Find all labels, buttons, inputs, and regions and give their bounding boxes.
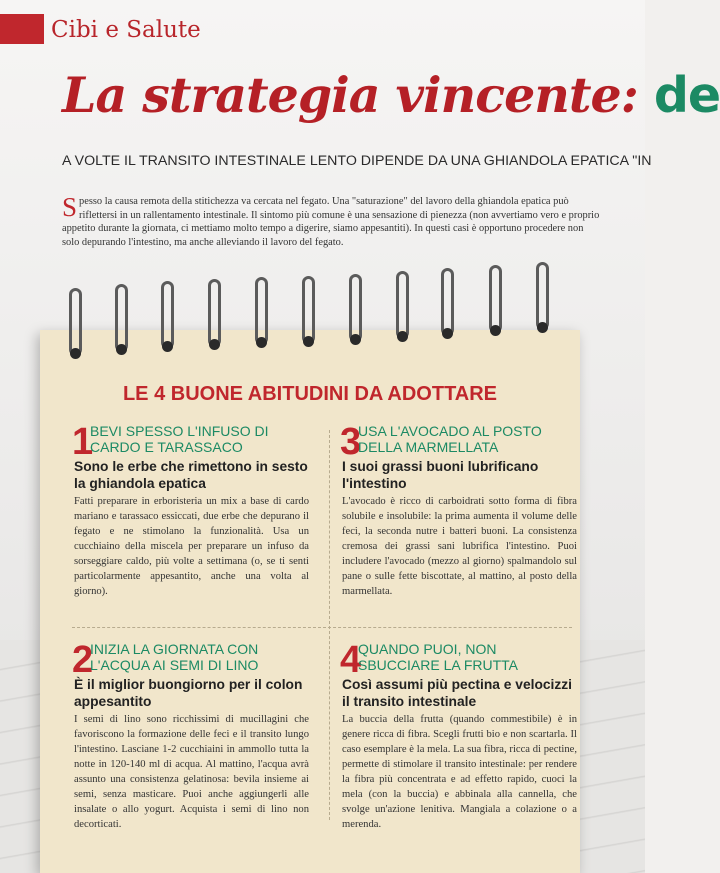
tip-2	[72, 641, 307, 851]
spiral-ring	[115, 284, 128, 352]
tip-title: QUANDO PUOI, NON SBUCCIARE LA FRUTTA	[358, 641, 518, 673]
tip-title: BEVI SPESSO L'INFUSO DI CARDO E TARASSACO	[90, 423, 269, 455]
tip-number: 4	[340, 639, 362, 681]
subheadline: A VOLTE IL TRANSITO INTESTINALE LENTO DIPENDE DA UNA GHIANDOLA EPATICA "IN	[62, 153, 652, 169]
tip-title: USA L'AVOCADO AL POSTO DELLA MARMELLATA	[358, 423, 542, 455]
section-title: Cibi e Salute	[51, 17, 201, 43]
tip-4	[340, 641, 575, 851]
tip-subtitle: È il miglior buongiorno per il colon appesantito	[74, 677, 303, 709]
intro-paragraph	[62, 192, 602, 249]
spiral-ring	[161, 281, 174, 349]
intro-text: pesso la causa remota della stitichezza va cercata nel fegato. Una "saturazione" del lavoro della ghiandola epatica può riflettersi in un rallentamento intestinale. Il sintomo più comune è una sensazione di pienezza (non avvertiamo vero e proprio appetito durante la giornata, ci mettiamo molto tempo a digerire, siamo appesantiti). In questi casi è opportuno procedere non solo depurando l'intestino, ma anche alleviando il lavoro del fegato.	[62, 196, 600, 248]
section-color-tab	[0, 14, 44, 44]
tip-1	[72, 423, 307, 623]
tip-body: La buccia della frutta (quando commestibile) è in genere ricca di fibra. Scegli frutti bio e non scartarla. Il caso esemplare è la mela. La sua fibra, ricca di pectine, permette di stimolare il transito intestinale: per rendere la fibra più concentrata e ad effetto rapido, cuoci la mela (con la buccia) e abbinala alla cannella, che svolge un'azione lenitiva. Mangiala a colazione o a merenda.	[342, 714, 577, 830]
spiral-ring	[396, 271, 409, 339]
headline-main: La strategia vincente:	[62, 66, 638, 124]
spiral-ring	[349, 274, 362, 342]
tip-number: 1	[72, 421, 94, 463]
box-title: LE 4 BUONE ABITUDINI DA ADOTTARE	[122, 383, 498, 405]
tip-body: I semi di lino sono ricchissimi di mucillagini che favoriscono la formazione delle feci e il transito lungo l'intestino. Lasciane 1-2 cucchiaini in ammollo tutta la notte in 120-140 ml di acqua. Al mattino, l'acqua avrà assunto una consistenza gelatinosa: bevila insieme ai semi, senza masticare. Puoi anche aggiungerli alle insalate o allo yogurt. Acquista i semi di lino non decorticati.	[74, 714, 309, 830]
spiral-ring	[441, 268, 454, 336]
tip-number: 2	[72, 639, 94, 681]
spiral-ring	[255, 277, 268, 345]
tip-subtitle: Sono le erbe che rimettono in sesto la ghiandola epatica	[74, 459, 308, 491]
row-divider	[72, 627, 572, 628]
tip-subtitle: I suoi grassi buoni lubrificano l'intestino	[342, 459, 539, 491]
headline	[62, 66, 720, 146]
spiral-ring	[208, 279, 221, 347]
spiral-ring	[302, 276, 315, 344]
tip-number: 3	[340, 421, 362, 463]
drop-cap: S	[62, 192, 78, 222]
tip-title: INIZIA LA GIORNATA CON L'ACQUA AI SEMI DI LINO	[90, 641, 259, 673]
tip-body: L'avocado è ricco di carboidrati sotto forma di fibra solubile e insolubile: la prima aumenta il volume delle feci, la seconda nutre i batteri buoni. La consistenza cremosa dei grassi sani lubrifica l'intestino. Puoi includere l'avocado (mezzo al giorno) spalmandolo sul pane o sulle fette biscottate, al mattino, al posto della marmellata.	[342, 496, 577, 597]
tip-subtitle: Così assumi più pectina e velocizzi il transito intestinale	[342, 677, 573, 709]
tip-3	[340, 423, 575, 623]
spiral-ring	[536, 262, 549, 330]
headline-accent: de	[653, 67, 720, 124]
column-divider	[329, 430, 330, 820]
spiral-ring	[489, 265, 502, 333]
spiral-ring	[69, 288, 82, 356]
tip-body: Fatti preparare in erboristeria un mix a base di cardo mariano e tarassaco essiccati, due erbe che depurano il fegato e ne stimolano la funzionalità. Usa un cucchiaino della miscela per preparare un infuso da sorseggiare caldo, più volte a settimana (o, se ti senti particolarmente appesantito, anche una volta al giorno).	[74, 496, 309, 597]
